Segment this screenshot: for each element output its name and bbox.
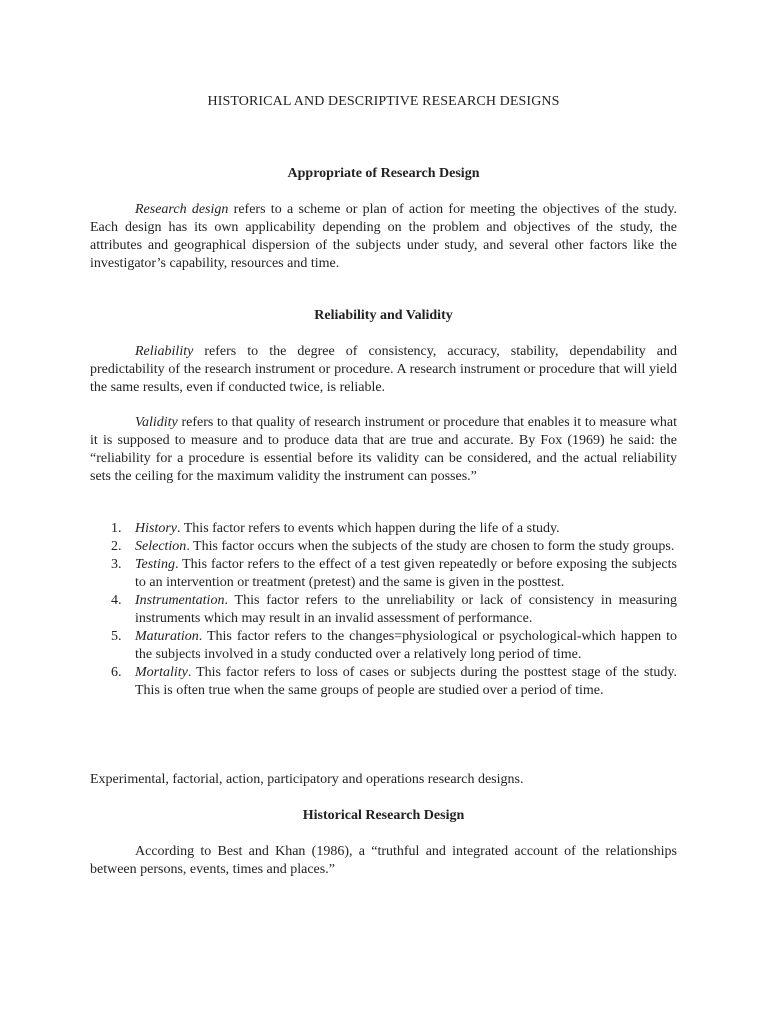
term-validity: Validity [135, 415, 178, 430]
list-item [90, 628, 677, 664]
factor-term: Selection [135, 539, 187, 554]
list-number: 6. [111, 665, 122, 680]
paragraph-designs: Experimental, factorial, action, participatory and operations research designs. [90, 772, 524, 787]
paragraph-validity [90, 414, 677, 486]
factor-term: Testing [135, 557, 175, 572]
list-number: 1. [111, 521, 122, 536]
factor-body: . This factor occurs when the subjects of the study are chosen to form the study groups. [186, 539, 675, 554]
document-title: HISTORICAL AND DESCRIPTIVE RESEARCH DESIGNS [207, 94, 560, 109]
list-number: 3. [111, 557, 122, 572]
paragraph-body: refers to a scheme or plan of action for meeting the objectives of the study. Each design has its own applicability depending on the problem and objectives of the study, the attributes and geographical dispersion of the subjects under study, and several other factors like the investigator’s capability, resources and time. [90, 202, 678, 271]
list-item [90, 592, 677, 628]
factor-term: Mortality [135, 665, 188, 680]
list-number: 5. [111, 629, 122, 644]
factor-term: Maturation [135, 629, 199, 644]
section-heading-reliability-validity: Reliability and Validity [314, 308, 453, 323]
factor-body: . This factor refers to the changes=physiological or psychological-which happen to the subjects involved in a study conducted over a relatively long period of time. [135, 629, 677, 662]
list-item [90, 538, 677, 556]
list-item [90, 556, 677, 592]
paragraph-research-design [90, 201, 677, 273]
section-heading-research-design: Appropriate of Research Design [287, 166, 480, 181]
factor-body: . This factor refers to the unreliability or lack of consistency in measuring instruments which may result in an invalid assessment of performance. [135, 593, 677, 626]
factor-term: Instrumentation [135, 593, 225, 608]
paragraph-body: refers to that quality of research instrument or procedure that enables it to measure what it is supposed to measure and to produce data that are true and accurate. By Fox (1969) he said: the “reliability for a procedure is essential before its validity can be considered, and the actual reliability sets the ceiling for the maximum validity the instrument can posses.” [90, 415, 677, 484]
factor-body: . This factor refers to the effect of a test given repeatedly or before exposing the subjects to an intervention or treatment (pretest) and the same is given in the posttest. [135, 557, 677, 590]
list-item [90, 520, 677, 538]
paragraph-body: refers to the degree of consistency, accuracy, stability, dependability and predictability of the research instrument or procedure. A research instrument or procedure that will yield the same results, even if conducted twice, is reliable. [90, 344, 677, 395]
paragraph-body: According to Best and Khan (1986), a “truthful and integrated account of the relationships between persons, events, times and places.” [90, 844, 677, 877]
paragraph-historical-design [90, 843, 677, 879]
paragraph-reliability [90, 343, 677, 397]
list-item [90, 664, 677, 700]
validity-factors-list [90, 520, 677, 700]
list-number: 4. [111, 593, 122, 608]
section-heading-historical-design: Historical Research Design [302, 808, 465, 823]
factor-body: . This factor refers to loss of cases or subjects during the posttest stage of the study. This is often true when the same groups of people are studied over a period of time. [135, 665, 677, 698]
factor-term: History [135, 521, 177, 536]
list-number: 2. [111, 539, 122, 554]
term-reliability: Reliability [135, 344, 194, 359]
term-research-design: Research design [135, 202, 229, 217]
factor-body: . This factor refers to events which happen during the life of a study. [177, 521, 560, 536]
